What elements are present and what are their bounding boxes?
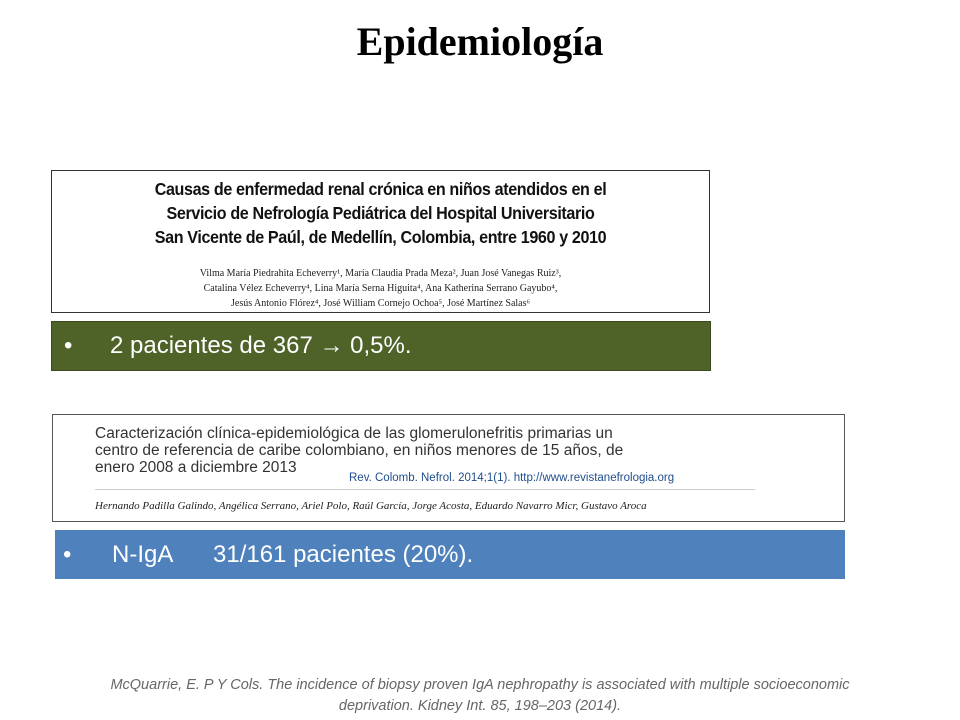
paper-1-title-line: San Vicente de Paúl, de Medellín, Colombia, entre 1960 y 2010 bbox=[154, 227, 607, 247]
paper-2-header-image bbox=[52, 414, 845, 522]
paper-1-author-line: Catalina Vélez Echeverry⁴, Lina María Serna Higuita⁴, Ana Katherina Serrano Gayubo⁴, bbox=[203, 283, 558, 294]
bullet-icon: • bbox=[63, 541, 72, 568]
paper-2-title-line: enero 2008 a diciembre 2013 bbox=[95, 459, 297, 476]
paper-1-title-line: Servicio de Nefrología Pediátrica del Hospital Universitario bbox=[166, 203, 595, 223]
citation-footer bbox=[0, 675, 960, 717]
finding-2-text: 31/161 pacientes (20%). bbox=[213, 541, 474, 568]
divider bbox=[95, 489, 755, 490]
paper-2-title-line: Caracterización clínica-epidemiológica de las glomerulonefritis primarias un bbox=[95, 425, 613, 442]
finding-1-text: 2 pacientes de 367 → 0,5%. bbox=[110, 332, 412, 359]
paper-2-title bbox=[95, 425, 745, 476]
paper-1-title bbox=[78, 177, 682, 249]
finding-2-banner bbox=[55, 530, 845, 579]
finding-2-label: N-IgA bbox=[112, 541, 174, 568]
paper-2-title-line: centro de referencia de caribe colombiano, en niños menores de 15 años, de bbox=[95, 442, 624, 459]
paper-1-header-image bbox=[51, 170, 710, 313]
citation-line: deprivation. Kidney Int. 85, 198–203 (2014). bbox=[338, 698, 622, 714]
slide-title: Epidemiología bbox=[356, 19, 604, 64]
paper-1-author-line: Jesús Antonio Flórez⁴, José William Cornejo Ochoa⁵, José Martínez Salas⁶ bbox=[231, 298, 530, 309]
finding-1-banner bbox=[51, 321, 711, 371]
paper-2-reference: Rev. Colomb. Nefrol. 2014;1(1). http://www.revistanefrologia.org bbox=[349, 472, 675, 484]
bullet-icon: • bbox=[64, 332, 73, 359]
paper-1-author-line: Vilma María Piedrahita Echeverry¹, María Claudia Prada Meza², Juan José Vanegas Ruiz³, bbox=[199, 268, 562, 279]
citation-line: McQuarrie, E. P Y Cols. The incidence of biopsy proven IgA nephropathy is associated with multiple socioeconomic bbox=[110, 677, 850, 693]
paper-1-authors bbox=[52, 266, 709, 311]
paper-1-title-line: Causas de enfermedad renal crónica en niños atendidos en el bbox=[154, 179, 607, 199]
paper-2-authors: Hernando Padilla Galindo, Angélica Serrano, Ariel Polo, Raúl García, Jorge Acosta, Eduardo Navarro Micr, Gustavo Aroca bbox=[95, 500, 647, 512]
